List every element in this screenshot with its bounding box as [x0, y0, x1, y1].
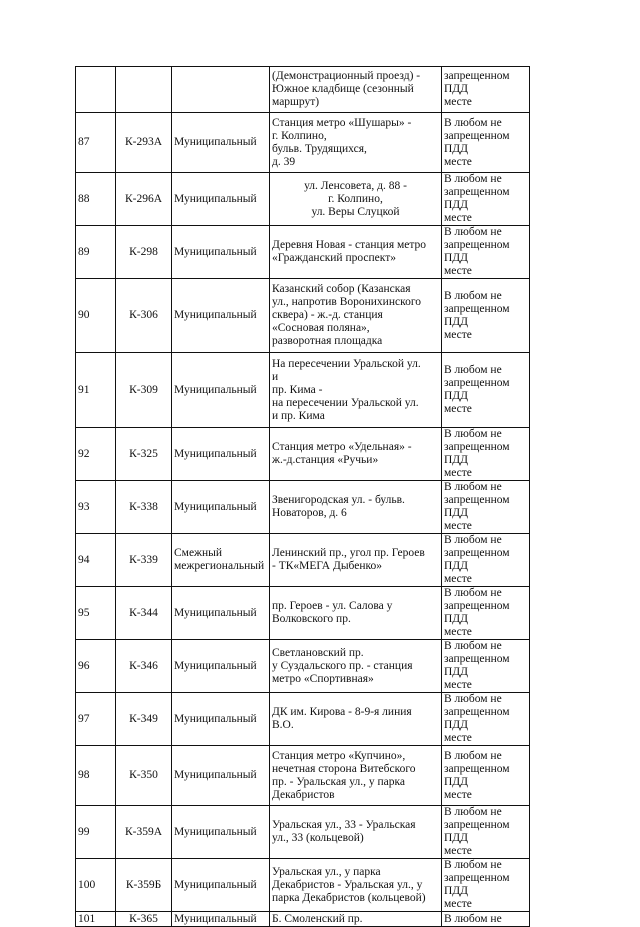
stop-rule-cell: В любом не запрещенном ПДД месте — [442, 226, 530, 279]
table-row — [76, 912, 530, 927]
stop-rule-cell: В любом не запрещенном ПДД месте — [442, 806, 530, 859]
row-number-cell: 97 — [76, 693, 116, 746]
table-row — [76, 481, 530, 534]
route-code-cell: К-350 — [116, 746, 172, 806]
table-row — [76, 859, 530, 912]
stop-rule-cell: В любом не запрещенном ПДД месте — [442, 693, 530, 746]
row-number-cell: 88 — [76, 173, 116, 226]
table-row — [76, 173, 530, 226]
route-path-cell: ДК им. Кирова - 8-9-я линия В.О. — [270, 693, 442, 746]
route-type-cell: Муниципальный — [172, 113, 270, 173]
route-type-cell: Муниципальный — [172, 279, 270, 353]
table-row — [76, 226, 530, 279]
stop-rule-cell: В любом не запрещенном ПДД месте — [442, 587, 530, 640]
row-number-cell: 99 — [76, 806, 116, 859]
route-code-cell: К-339 — [116, 534, 172, 587]
row-number-cell: 91 — [76, 353, 116, 428]
table-row — [76, 279, 530, 353]
row-number-cell: 101 — [76, 912, 116, 927]
stop-rule-cell: В любом не запрещенном ПДД месте — [442, 481, 530, 534]
route-code-cell: К-309 — [116, 353, 172, 428]
stop-rule-cell: В любом не запрещенном ПДД месте — [442, 113, 530, 173]
route-path-cell: Ленинский пр., угол пр. Героев - ТК«МЕГА Дыбенко» — [270, 534, 442, 587]
route-path-cell: Казанский собор (Казанская ул., напротив Воронихинского сквера) - ж.-д. станция «Сосновая поляна», разворотная площадка — [270, 279, 442, 353]
table-row — [76, 353, 530, 428]
table-row — [76, 534, 530, 587]
stop-rule-cell: В любом не запрещенном ПДД месте — [442, 746, 530, 806]
route-type-cell: Муниципальный — [172, 481, 270, 534]
route-type-cell: Смежный межрегиональный — [172, 534, 270, 587]
route-path-cell: (Демонстрационный проезд) - Южное кладбище (сезонный маршрут) — [270, 67, 442, 113]
table-row — [76, 746, 530, 806]
row-number-cell: 87 — [76, 113, 116, 173]
route-code-cell: К-365 — [116, 912, 172, 927]
route-code-cell: К-293А — [116, 113, 172, 173]
route-path-cell: Звенигородская ул. - бульв. Новаторов, д. 6 — [270, 481, 442, 534]
row-number-cell: 90 — [76, 279, 116, 353]
route-type-cell: Муниципальный — [172, 912, 270, 927]
route-code-cell: К-349 — [116, 693, 172, 746]
row-number-cell: 94 — [76, 534, 116, 587]
route-path-cell: На пересечении Уральской ул. и пр. Кима - на пересечении Уральской ул. и пр. Кима — [270, 353, 442, 428]
route-code-cell — [116, 67, 172, 113]
route-path-cell: Б. Смоленский пр. — [270, 912, 442, 927]
row-number-cell: 93 — [76, 481, 116, 534]
route-path-cell: Станция метро «Шушары» - г. Колпино, бульв. Трудящихся, д. 39 — [270, 113, 442, 173]
row-number-cell — [76, 67, 116, 113]
stop-rule-cell: В любом не запрещенном ПДД месте — [442, 859, 530, 912]
route-code-cell: К-298 — [116, 226, 172, 279]
table-row — [76, 428, 530, 481]
routes-table — [75, 66, 530, 927]
stop-rule-cell: В любом не запрещенном ПДД месте — [442, 279, 530, 353]
row-number-cell: 95 — [76, 587, 116, 640]
stop-rule-cell: В любом не запрещенном ПДД месте — [442, 353, 530, 428]
route-path-cell: ул. Ленсовета, д. 88 - г. Колпино, ул. Веры Слуцкой — [270, 173, 442, 226]
routes-table-body — [76, 67, 530, 927]
table-row — [76, 67, 530, 113]
route-path-cell: Уральская ул., 33 - Уральская ул., 33 (кольцевой) — [270, 806, 442, 859]
route-type-cell: Муниципальный — [172, 746, 270, 806]
row-number-cell: 92 — [76, 428, 116, 481]
route-type-cell: Муниципальный — [172, 693, 270, 746]
row-number-cell: 98 — [76, 746, 116, 806]
route-code-cell: К-359А — [116, 806, 172, 859]
route-code-cell: К-359Б — [116, 859, 172, 912]
stop-rule-cell: В любом не запрещенном ПДД месте — [442, 173, 530, 226]
route-code-cell: К-346 — [116, 640, 172, 693]
row-number-cell: 100 — [76, 859, 116, 912]
route-type-cell: Муниципальный — [172, 226, 270, 279]
table-row — [76, 693, 530, 746]
row-number-cell: 89 — [76, 226, 116, 279]
route-code-cell: К-344 — [116, 587, 172, 640]
route-type-cell: Муниципальный — [172, 640, 270, 693]
route-path-cell: Станция метро «Купчино», нечетная сторона Витебского пр. - Уральская ул., у парка Декабристов — [270, 746, 442, 806]
table-row — [76, 640, 530, 693]
route-type-cell: Муниципальный — [172, 353, 270, 428]
route-type-cell: Муниципальный — [172, 806, 270, 859]
route-code-cell: К-338 — [116, 481, 172, 534]
route-code-cell: К-296А — [116, 173, 172, 226]
route-type-cell: Муниципальный — [172, 859, 270, 912]
stop-rule-cell: запрещенном ПДД месте — [442, 67, 530, 113]
table-row — [76, 113, 530, 173]
route-type-cell: Муниципальный — [172, 173, 270, 226]
route-path-cell: Светлановский пр. у Суздальского пр. - станция метро «Спортивная» — [270, 640, 442, 693]
stop-rule-cell: В любом не запрещенном ПДД месте — [442, 534, 530, 587]
route-path-cell: Уральская ул., у парка Декабристов - Уральская ул., у парка Декабристов (кольцевой) — [270, 859, 442, 912]
table-row — [76, 806, 530, 859]
table-row — [76, 587, 530, 640]
route-path-cell: Деревня Новая - станция метро «Гражданский проспект» — [270, 226, 442, 279]
route-code-cell: К-306 — [116, 279, 172, 353]
stop-rule-cell: В любом не запрещенном ПДД месте — [442, 428, 530, 481]
route-path-cell: пр. Героев - ул. Салова у Волковского пр. — [270, 587, 442, 640]
route-code-cell: К-325 — [116, 428, 172, 481]
row-number-cell: 96 — [76, 640, 116, 693]
stop-rule-cell: В любом не — [442, 912, 530, 927]
route-type-cell — [172, 67, 270, 113]
route-type-cell: Муниципальный — [172, 428, 270, 481]
stop-rule-cell: В любом не запрещенном ПДД месте — [442, 640, 530, 693]
route-type-cell: Муниципальный — [172, 587, 270, 640]
route-path-cell: Станция метро «Удельная» - ж.-д.станция «Ручьи» — [270, 428, 442, 481]
